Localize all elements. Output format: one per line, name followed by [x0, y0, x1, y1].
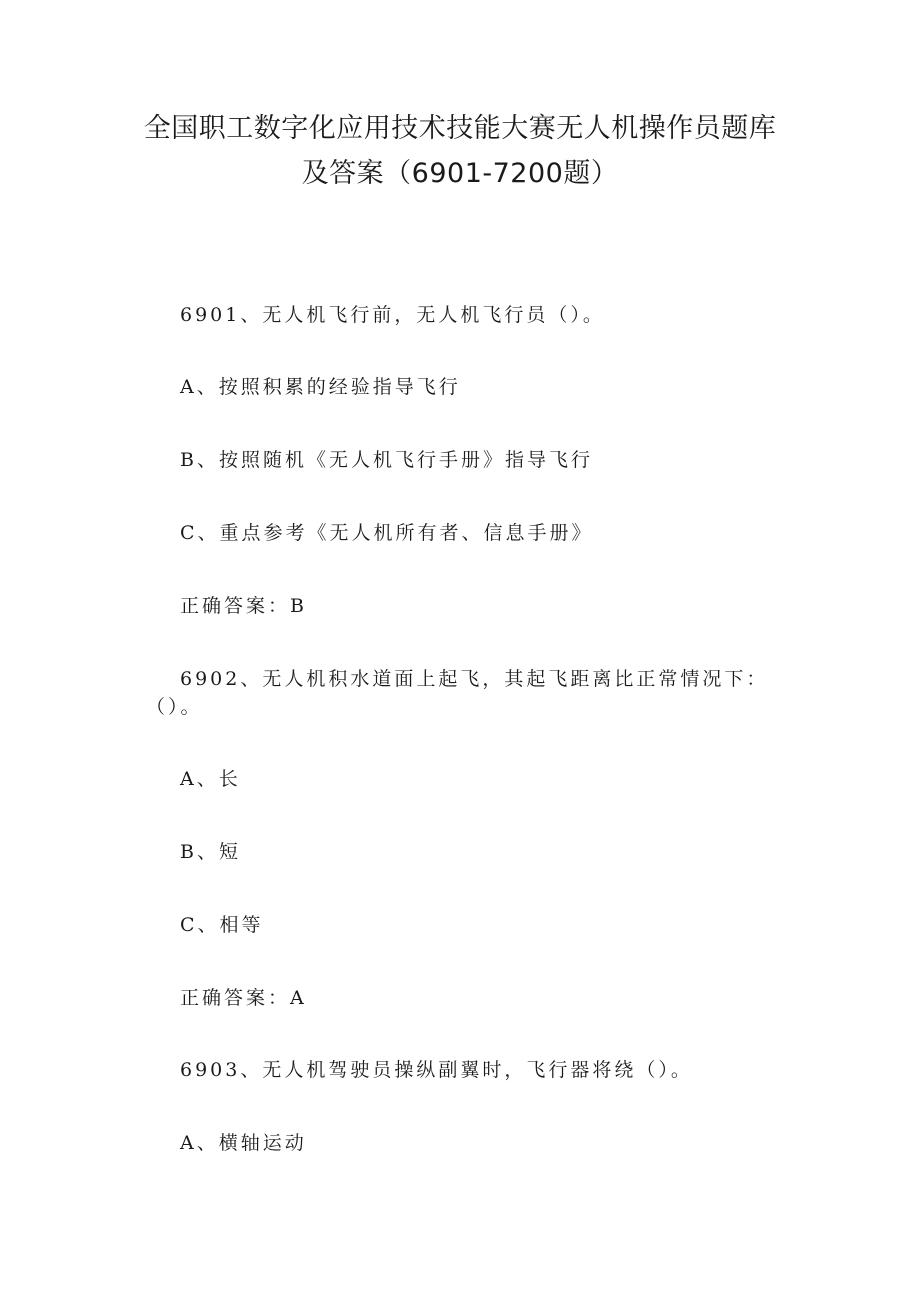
question-6902-stem-line-1: 6902、无人机积水道面上起飞，其起飞距离比正常情况下：	[180, 668, 769, 690]
document-title-line-2: 及答案（6901-7200题）	[301, 158, 619, 189]
question-6901-option-a: A、按照积累的经验指导飞行	[180, 376, 461, 398]
question-6903-option-a: A、横轴运动	[180, 1132, 307, 1154]
question-6902-option-a: A、长	[180, 768, 241, 790]
question-6901-stem: 6901、无人机飞行前，无人机飞行员（）。	[180, 304, 605, 326]
question-6901-option-b: B、按照随机《无人机飞行手册》指导飞行	[180, 449, 593, 471]
question-6903-stem: 6903、无人机驾驶员操纵副翼时，飞行器将绕（）。	[180, 1059, 693, 1081]
question-6902-answer: 正确答案：A	[180, 987, 307, 1009]
question-6901-answer: 正确答案：B	[180, 595, 307, 617]
question-6901-option-c: C、重点参考《无人机所有者、信息手册》	[180, 522, 594, 544]
document-title-line-1: 全国职工数字化应用技术技能大赛无人机操作员题库	[143, 113, 777, 144]
question-6902-stem-line-2: （）。	[146, 696, 203, 718]
question-6902-option-c: C、相等	[180, 914, 264, 936]
question-6902-option-b: B、短	[180, 841, 241, 863]
